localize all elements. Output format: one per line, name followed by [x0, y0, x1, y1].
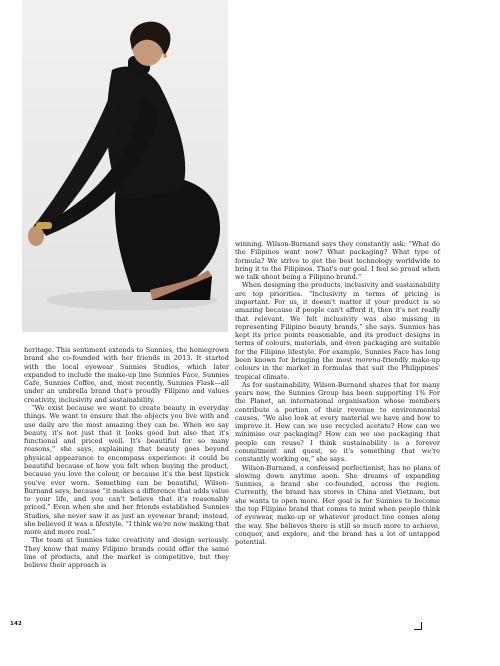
- article-paragraph: As for sustainability, Wilson-Burnand shares that for many years now, the Sunnies Group has been supporting 1% For the Planet, an international organisation whose members contribute a portion of their revenue to environmental causes. “We also look at every material we have and how to improve it. How can we use recycled acetate? How can we minimise our packaging? How can we use packaging that people can reuse? I think sustainability is a forever commitment and quest, so it's something that we're constantly working on,” she says.: [235, 380, 440, 464]
- article-paragraph: heritage. This sentiment extends to Sunnies, the homegrown brand she co-founded with her friends in 2013. It started with the local eyewear Sunnies Studios, which later expanded to include the make-up line Sunnies Face, Sunnies Cafe, Sunnies Coffee, and, most recently, Sunnies Flask—all under an umbrella brand that's proudly Filipino and values creativity, inclusivity and sustainability.: [24, 346, 229, 404]
- paragraph-text: -friendly make-up colours in the market in formulas that suit the Philippines' tropical climate.: [235, 355, 440, 381]
- article-paragraph: Wilson-Burnand, a confessed perfectionist, has no plans of slowing down anytime soon. She dreams of expanding Sunnies, a brand she co-founded, across the region. Currently, the brand has stores in China and Vietnam, but she wants to open more. Her goal is for Sunnies to become the top Filipino brand that comes to mind when people think of eyewear, make-up or whatever product line comes along the way. She believes there is still so much more to achieve, conquer, and explore, and the brand has a lot of untapped potential.: [235, 463, 440, 547]
- emphasis-text: morena: [355, 355, 381, 364]
- article-right-column: [235, 240, 440, 546]
- article-paragraph: [235, 281, 440, 380]
- article-paragraph: “We exist because we want to create beauty in everyday things. We want to ensure that the objects you live with and use daily are the most amazing they can be. When we say beauty, it's not just that it looks good but also that it's functional and priced well. It's beautiful for so many reasons,” she says, explaining that beauty goes beyond physical appearance to encompass experience: it could be beautiful because of how you felt when buying the product, because you love the colour, or because it's the best lipstick you've ever worn. Something can be beautiful, Wilson-Burnand says, because “it makes a difference that adds value to your life, and you can't believe that it's reasonably priced.” Even when she and her friends established Sunnies Studios, she never saw it as just an eyewear brand; instead, she believed it was a lifestyle. “I think we're now making that more and more real.”: [24, 403, 230, 537]
- end-mark-icon: [414, 622, 422, 630]
- article-left-column: [24, 346, 229, 570]
- page-number: 142: [10, 621, 23, 627]
- portrait-photo: [22, 0, 228, 332]
- paragraph-text: When designing the products, inclusivity and sustainability are top priorities. “Inclusivity in terms of pricing is important. For us, it doesn't matter if your product is so amazing because if people can't afford it, then it's not really that relevant. We felt inclusivity was also missing in representing Filipino beauty brands,” she says. Sunnies has kept its price points reasonable, and its product designs in terms of colours, materials, and even packaging are suitable for the Filipino lifestyle. For example, Sunnies Face has long been known for bringing the most: [235, 281, 440, 364]
- article-paragraph: The team at Sunnies take creativity and design seriously. They know that many Filipino brands could offer the same line of products, and the market is competitive, but they believe their approach is: [24, 536, 229, 570]
- article-paragraph: winning. Wilson-Burnand says they constantly ask: “What do the Filipinos want now? What packaging? What type of formula? We strive to get the best technology worldwide to bring it to the Filipinos. That's our goal. I feel so proud when we talk about being a Filipino brand.”: [235, 240, 440, 282]
- portrait-photo-icon: [22, 0, 228, 332]
